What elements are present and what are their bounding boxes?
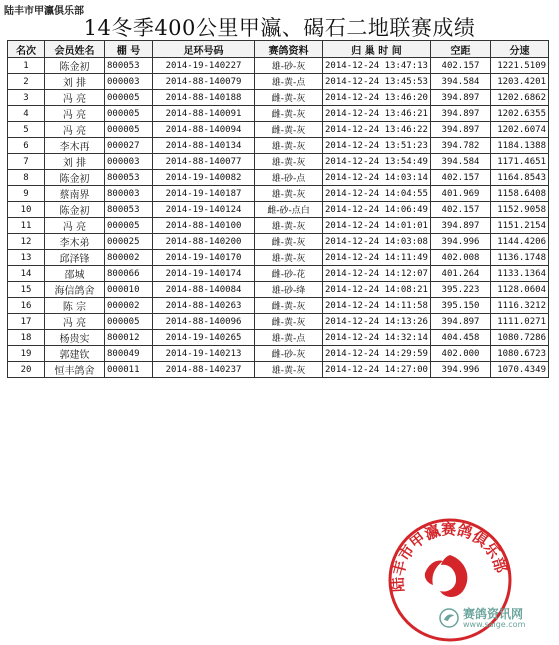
distance-cell: 402.157	[431, 202, 491, 218]
distance-cell: 394.897	[431, 218, 491, 234]
speed-cell: 1080.6723	[491, 346, 549, 362]
table-header-row	[8, 41, 549, 58]
ring-number-cell: 2014-19-140265	[153, 330, 255, 346]
arrival-time-cell: 2014-12-24 14:11:58	[323, 298, 431, 314]
loft-cell: 800053	[105, 58, 153, 74]
arrival-time-cell: 2014-12-24 14:32:14	[323, 330, 431, 346]
distance-cell: 395.223	[431, 282, 491, 298]
member-name-cell: 刘 排	[45, 74, 105, 90]
loft-cell: 800012	[105, 330, 153, 346]
ring-number-cell: 2014-19-140227	[153, 58, 255, 74]
table-row	[8, 106, 549, 122]
arrival-time-cell: 2014-12-24 14:04:55	[323, 186, 431, 202]
member-name-cell: 陈金初	[45, 202, 105, 218]
member-name-cell: 蔡南界	[45, 186, 105, 202]
rank-cell: 7	[8, 154, 45, 170]
col-header-loft: 棚 号	[105, 41, 153, 58]
distance-cell: 394.897	[431, 106, 491, 122]
arrival-time-cell: 2014-12-24 14:03:08	[323, 234, 431, 250]
ring-number-cell: 2014-19-140213	[153, 346, 255, 362]
member-name-cell: 李木再	[45, 138, 105, 154]
loft-cell: 000027	[105, 138, 153, 154]
arrival-time-cell: 2014-12-24 14:01:01	[323, 218, 431, 234]
arrival-time-cell: 2014-12-24 14:12:07	[323, 266, 431, 282]
loft-cell: 000003	[105, 74, 153, 90]
member-name-cell: 海信鸽舍	[45, 282, 105, 298]
rank-cell: 14	[8, 266, 45, 282]
ring-number-cell: 2014-19-140170	[153, 250, 255, 266]
pigeon-info-cell: 雄-黄-灰	[255, 250, 323, 266]
ring-number-cell: 2014-88-140134	[153, 138, 255, 154]
table-row	[8, 234, 549, 250]
col-header-distance: 空距	[431, 41, 491, 58]
member-name-cell: 陈金初	[45, 58, 105, 74]
pigeon-info-cell: 雌-黄-灰	[255, 234, 323, 250]
col-header-ring-number: 足环号码	[153, 41, 255, 58]
arrival-time-cell: 2014-12-24 13:46:21	[323, 106, 431, 122]
table-row	[8, 90, 549, 106]
loft-cell: 800003	[105, 186, 153, 202]
table-row	[8, 122, 549, 138]
pigeon-logo-icon	[439, 608, 459, 628]
distance-cell: 404.458	[431, 330, 491, 346]
table-row	[8, 298, 549, 314]
loft-cell: 000005	[105, 90, 153, 106]
distance-cell: 394.897	[431, 122, 491, 138]
table-row	[8, 266, 549, 282]
arrival-time-cell: 2014-12-24 14:08:21	[323, 282, 431, 298]
pigeon-info-cell: 雌-黄-灰	[255, 298, 323, 314]
loft-cell: 000002	[105, 298, 153, 314]
speed-cell: 1070.4349	[491, 362, 549, 378]
member-name-cell: 郭建钦	[45, 346, 105, 362]
ring-number-cell: 2014-19-140187	[153, 186, 255, 202]
table-row	[8, 170, 549, 186]
site-watermark	[435, 604, 555, 634]
rank-cell: 13	[8, 250, 45, 266]
arrival-time-cell: 2014-12-24 13:46:20	[323, 90, 431, 106]
speed-cell: 1151.2154	[491, 218, 549, 234]
speed-cell: 1221.5109	[491, 58, 549, 74]
table-row	[8, 346, 549, 362]
distance-cell: 401.969	[431, 186, 491, 202]
member-name-cell: 李木弟	[45, 234, 105, 250]
table-row	[8, 330, 549, 346]
rank-cell: 15	[8, 282, 45, 298]
table-row	[8, 74, 549, 90]
loft-cell: 000005	[105, 122, 153, 138]
loft-cell: 800066	[105, 266, 153, 282]
pigeon-info-cell: 雄-黄-灰	[255, 218, 323, 234]
ring-number-cell: 2014-88-140084	[153, 282, 255, 298]
arrival-time-cell: 2014-12-24 13:51:23	[323, 138, 431, 154]
arrival-time-cell: 2014-12-24 13:46:22	[323, 122, 431, 138]
speed-cell: 1184.1388	[491, 138, 549, 154]
pigeon-info-cell: 雄-黄-点	[255, 74, 323, 90]
speed-cell: 1133.1364	[491, 266, 549, 282]
loft-cell: 800053	[105, 202, 153, 218]
arrival-time-cell: 2014-12-24 13:47:13	[323, 58, 431, 74]
pigeon-info-cell: 雌-砂-灰	[255, 346, 323, 362]
rank-cell: 10	[8, 202, 45, 218]
pigeon-info-cell: 雌-砂-花	[255, 266, 323, 282]
distance-cell: 394.996	[431, 362, 491, 378]
speed-cell: 1111.0271	[491, 314, 549, 330]
rank-cell: 19	[8, 346, 45, 362]
col-header-pigeon-info: 赛鸽资料	[255, 41, 323, 58]
org-name: 陆丰市甲瀛俱乐部	[4, 6, 84, 17]
rank-cell: 1	[8, 58, 45, 74]
ring-number-cell: 2014-88-140263	[153, 298, 255, 314]
rank-cell: 9	[8, 186, 45, 202]
ring-number-cell: 2014-88-140200	[153, 234, 255, 250]
ring-number-cell: 2014-88-140096	[153, 314, 255, 330]
pigeon-info-cell: 雄-砂-灰	[255, 58, 323, 74]
speed-cell: 1158.6408	[491, 186, 549, 202]
ring-number-cell: 2014-88-140094	[153, 122, 255, 138]
loft-cell: 000005	[105, 106, 153, 122]
ring-number-cell: 2014-88-140237	[153, 362, 255, 378]
rank-cell: 8	[8, 170, 45, 186]
pigeon-info-cell: 雌-黄-灰	[255, 106, 323, 122]
speed-cell: 1128.0604	[491, 282, 549, 298]
distance-cell: 401.264	[431, 266, 491, 282]
rank-cell: 5	[8, 122, 45, 138]
distance-cell: 394.584	[431, 74, 491, 90]
arrival-time-cell: 2014-12-24 13:54:49	[323, 154, 431, 170]
ring-number-cell: 2014-19-140124	[153, 202, 255, 218]
member-name-cell: 冯 亮	[45, 218, 105, 234]
pigeon-info-cell: 雄-黄-点	[255, 330, 323, 346]
member-name-cell: 邵城	[45, 266, 105, 282]
member-name-cell: 刘 排	[45, 154, 105, 170]
table-row	[8, 362, 549, 378]
arrival-time-cell: 2014-12-24 14:27:00	[323, 362, 431, 378]
speed-cell: 1202.6074	[491, 122, 549, 138]
pigeon-info-cell: 雌-黄-灰	[255, 122, 323, 138]
member-name-cell: 陈 宗	[45, 298, 105, 314]
pigeon-info-cell: 雌-黄-灰	[255, 314, 323, 330]
arrival-time-cell: 2014-12-24 14:29:59	[323, 346, 431, 362]
distance-cell: 394.897	[431, 90, 491, 106]
ring-number-cell: 2014-88-140188	[153, 90, 255, 106]
rank-cell: 18	[8, 330, 45, 346]
arrival-time-cell: 2014-12-24 14:13:26	[323, 314, 431, 330]
rank-cell: 12	[8, 234, 45, 250]
pigeon-info-cell: 雄-砂-点	[255, 170, 323, 186]
loft-cell: 000025	[105, 234, 153, 250]
pigeon-info-cell: 雌-砂-点白	[255, 202, 323, 218]
loft-cell: 000005	[105, 218, 153, 234]
rank-cell: 6	[8, 138, 45, 154]
table-row	[8, 154, 549, 170]
speed-cell: 1164.8543	[491, 170, 549, 186]
speed-cell: 1136.1748	[491, 250, 549, 266]
loft-cell: 800049	[105, 346, 153, 362]
table-row	[8, 250, 549, 266]
distance-cell: 395.150	[431, 298, 491, 314]
ring-number-cell: 2014-88-140091	[153, 106, 255, 122]
speed-cell: 1203.4201	[491, 74, 549, 90]
arrival-time-cell: 2014-12-24 14:03:14	[323, 170, 431, 186]
pigeon-info-cell: 雄-砂-绛	[255, 282, 323, 298]
speed-cell: 1171.4651	[491, 154, 549, 170]
arrival-time-cell: 2014-12-24 14:06:49	[323, 202, 431, 218]
distance-cell: 402.008	[431, 250, 491, 266]
pigeon-info-cell: 雄-黄-灰	[255, 186, 323, 202]
speed-cell: 1202.6862	[491, 90, 549, 106]
table-row	[8, 202, 549, 218]
ring-number-cell: 2014-19-140174	[153, 266, 255, 282]
svg-text:陆丰市甲瀛赛鸽俱乐部: 陆丰市甲瀛赛鸽俱乐部	[388, 520, 511, 593]
rank-cell: 16	[8, 298, 45, 314]
member-name-cell: 冯 亮	[45, 106, 105, 122]
rank-cell: 11	[8, 218, 45, 234]
watermark-url: www.saige.com	[463, 620, 526, 629]
speed-cell: 1116.3212	[491, 298, 549, 314]
speed-cell: 1202.6355	[491, 106, 549, 122]
loft-cell: 000010	[105, 282, 153, 298]
distance-cell: 394.996	[431, 234, 491, 250]
member-name-cell: 冯 亮	[45, 122, 105, 138]
col-header-arrival-time: 归 巢 时 间	[323, 41, 431, 58]
speed-cell: 1144.4206	[491, 234, 549, 250]
member-name-cell: 陈金初	[45, 170, 105, 186]
rank-cell: 17	[8, 314, 45, 330]
loft-cell: 000003	[105, 154, 153, 170]
table-row	[8, 58, 549, 74]
member-name-cell: 冯 亮	[45, 90, 105, 106]
table-row	[8, 314, 549, 330]
table-row	[8, 282, 549, 298]
distance-cell: 394.897	[431, 314, 491, 330]
results-table	[7, 40, 549, 378]
pigeon-info-cell: 雄-黄-灰	[255, 362, 323, 378]
arrival-time-cell: 2014-12-24 13:45:53	[323, 74, 431, 90]
rank-cell: 2	[8, 74, 45, 90]
page-title: 14冬季400公里甲瀛、碣石二地联赛成绩	[83, 16, 476, 40]
rank-cell: 3	[8, 90, 45, 106]
pigeon-info-cell: 雄-黄-灰	[255, 138, 323, 154]
arrival-time-cell: 2014-12-24 14:11:49	[323, 250, 431, 266]
col-header-speed: 分速	[491, 41, 549, 58]
ring-number-cell: 2014-19-140082	[153, 170, 255, 186]
pigeon-info-cell: 雄-黄-灰	[255, 154, 323, 170]
distance-cell: 402.000	[431, 346, 491, 362]
table-row	[8, 186, 549, 202]
distance-cell: 402.157	[431, 170, 491, 186]
speed-cell: 1080.7286	[491, 330, 549, 346]
member-name-cell: 杨贵实	[45, 330, 105, 346]
member-name-cell: 邱泽锋	[45, 250, 105, 266]
member-name-cell: 冯 亮	[45, 314, 105, 330]
distance-cell: 402.157	[431, 58, 491, 74]
speed-cell: 1152.9058	[491, 202, 549, 218]
pigeon-info-cell: 雌-黄-灰	[255, 90, 323, 106]
rank-cell: 4	[8, 106, 45, 122]
loft-cell: 800053	[105, 170, 153, 186]
ring-number-cell: 2014-88-140079	[153, 74, 255, 90]
loft-cell: 000011	[105, 362, 153, 378]
loft-cell: 800002	[105, 250, 153, 266]
ring-number-cell: 2014-88-140100	[153, 218, 255, 234]
loft-cell: 000005	[105, 314, 153, 330]
rank-cell: 20	[8, 362, 45, 378]
col-header-rank: 名次	[8, 41, 45, 58]
ring-number-cell: 2014-88-140077	[153, 154, 255, 170]
distance-cell: 394.782	[431, 138, 491, 154]
member-name-cell: 恒丰鸽舍	[45, 362, 105, 378]
col-header-member-name: 会员姓名	[45, 41, 105, 58]
distance-cell: 394.584	[431, 154, 491, 170]
table-row	[8, 218, 549, 234]
watermark-text: 赛鸽资讯网	[463, 607, 524, 621]
table-row	[8, 138, 549, 154]
